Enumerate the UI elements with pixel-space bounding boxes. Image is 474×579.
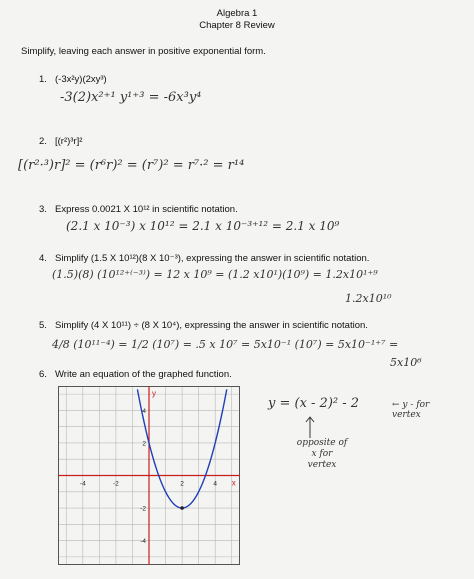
coordinate-graph [58,386,240,565]
problem-5 [39,320,368,331]
handwritten-equation: y = (x - 2)² - 2 [268,396,360,411]
problem-prompt: (-3x²y)(2xy³) [55,74,107,85]
vertex-point [180,506,184,510]
handwritten-work: [(r²·³)r]² = (r⁶r)² = (r⁷)² = r⁷·² = r¹⁴ [18,158,245,173]
handwritten-note-vertex-x: opposite of x for vertex [296,438,348,470]
problem-number: 3. [39,204,47,215]
x-axis-label: x [231,478,236,488]
y-axis-label: y [152,388,156,398]
problem-number: 5. [39,320,47,331]
problem-6 [39,369,232,380]
handwritten-work: 5x10⁶ [390,356,422,369]
problem-prompt: Simplify (1.5 X 10¹²)(8 X 10⁻³), expressing the answer in scientific notation. [55,253,370,264]
handwritten-work: (1.5)(8) (10¹²⁺⁽⁻³⁾) = 12 x 10⁹ = (1.2 x10¹)(10⁹) = 1.2x10¹⁺⁹ [52,268,378,281]
problem-2 [39,136,82,147]
x-tick-label: 2 [180,480,184,488]
handwritten-note-vertex-y: ← y - for vertex [392,400,430,420]
problem-3 [39,204,238,215]
problem-4 [39,253,369,264]
handwritten-work: (2.1 x 10⁻³) x 10¹² = 2.1 x 10⁻³⁺¹² = 2.1 x 10⁹ [66,219,340,233]
y-tick-label: -4 [140,538,146,546]
problem-number: 2. [39,136,47,147]
x-tick-label: -4 [79,480,86,488]
problem-prompt: [(r²)³r]² [55,136,83,147]
handwritten-work: 4/8 (10¹¹⁻⁴) = 1/2 (10⁷) = .5 x 10⁷ = 5x10⁻¹ (10⁷) = 5x10⁻¹⁺⁷ = [52,338,399,351]
annotation-arrow-icon [300,414,320,440]
problem-prompt: Write an equation of the graphed function. [55,369,232,380]
x-tick-label: -2 [113,480,119,488]
problem-number: 6. [39,369,47,380]
y-tick-label: 2 [142,440,146,448]
worksheet-subtitle: Chapter 8 Review [199,20,275,31]
y-tick-label: 4 [142,407,146,415]
handwritten-work: -3(2)x²⁺¹ y¹⁺³ = -6x³y⁴ [60,90,202,105]
problem-1 [39,74,107,85]
problem-prompt: Express 0.0021 X 10¹² in scientific notation. [55,204,238,215]
problem-prompt: Simplify (4 X 10¹¹) ÷ (8 X 10⁴), expressing the answer in scientific notation. [55,320,368,331]
problem-number: 1. [39,74,47,85]
instructions: Simplify, leaving each answer in positive exponential form. [21,46,266,57]
worksheet-title: Algebra 1 [216,8,258,19]
x-tick-label: 4 [213,480,217,488]
handwritten-work: 1.2x10¹⁰ [345,292,392,305]
graph-svg [58,386,240,565]
y-tick-label: -2 [140,505,146,513]
problem-number: 4. [39,253,47,264]
